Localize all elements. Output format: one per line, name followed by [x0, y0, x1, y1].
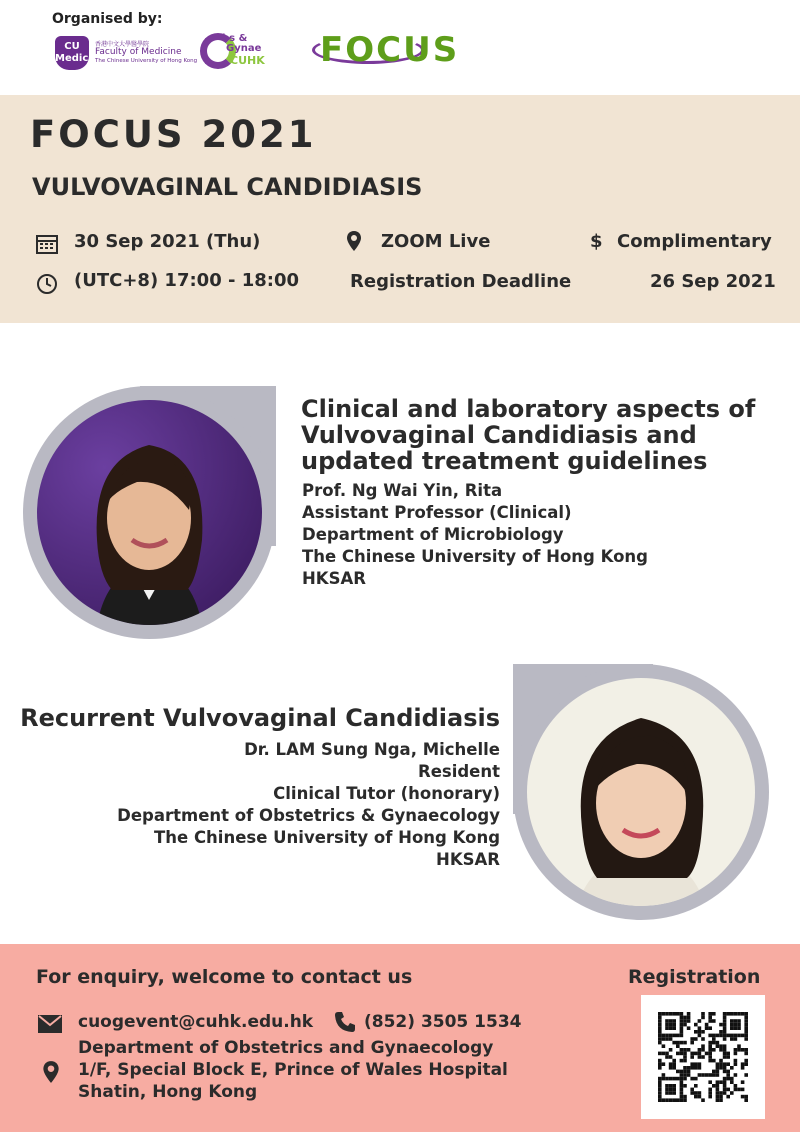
speaker-1-bio-line: The Chinese University of Hong Kong [302, 547, 648, 566]
enquiry-heading: For enquiry, welcome to contact us [36, 966, 413, 988]
speaker-1-bio-line: Department of Microbiology [302, 525, 564, 544]
speaker-1-name: Prof. Ng Wai Yin, Rita [302, 481, 503, 500]
focus-logo-text: FOCUS [320, 30, 460, 70]
clock-icon [36, 273, 58, 295]
event-date: 30 Sep 2021 (Thu) [74, 231, 261, 252]
obs-gynae-cuhk-logo [200, 30, 280, 70]
focus-logo [312, 26, 460, 74]
event-venue: ZOOM Live [381, 231, 491, 252]
dollar-icon: $ [590, 231, 603, 252]
speaker-2-bio-line: Department of Obstetrics & Gynaecology [117, 806, 500, 825]
contact-email[interactable]: cuogevent@cuhk.edu.hk [78, 1012, 314, 1032]
cu-medicine-logo [55, 36, 198, 70]
location-pin-icon [42, 1060, 60, 1084]
organisers-header [0, 0, 800, 95]
cu-university-name: The Chinese University of Hong Kong [95, 58, 198, 64]
cu-faculty-name: Faculty of Medicine [95, 47, 182, 57]
speaker-2-talk-title-line: Recurrent Vulvovaginal Candidiasis [20, 704, 500, 732]
speaker-2-bio [0, 739, 500, 871]
speaker-1-bio-line: HKSAR [302, 569, 366, 588]
event-fee: Complimentary [617, 231, 772, 252]
speaker-2-name: Dr. LAM Sung Nga, Michelle [244, 740, 500, 759]
speaker-1-photo [37, 400, 262, 625]
contact-address [78, 1037, 508, 1103]
phone-icon [334, 1011, 356, 1033]
event-time: (UTC+8) 17:00 - 18:00 [74, 270, 300, 291]
address-line: Shatin, Hong Kong [78, 1082, 258, 1102]
speaker-2-bio-line: Resident [417, 762, 500, 781]
contact-footer [0, 944, 800, 1132]
obs-logo-bottom: CUHK [230, 54, 265, 67]
address-line: Department of Obstetrics and Gynaecology [78, 1038, 494, 1058]
speaker-2-photo [527, 678, 755, 906]
speaker-1-talk-title-line: Vulvovaginal Candidiasis and [301, 421, 697, 449]
calendar-icon [36, 234, 58, 254]
speaker-1-talk-title-line: Clinical and laboratory aspects of [301, 395, 756, 423]
speaker-1-bio [302, 480, 648, 590]
registration-deadline-date: 26 Sep 2021 [650, 271, 776, 292]
registration-label: Registration [628, 966, 761, 988]
obs-logo-middle: Gynae [226, 43, 262, 54]
speaker-2-bio-line: HKSAR [436, 850, 500, 869]
speaker-2-talk-title [0, 704, 500, 732]
qr-code-icon [641, 995, 765, 1119]
cu-chinese-name: 香港中文大學醫學院 [95, 41, 150, 48]
event-info-band [0, 95, 800, 323]
obs-logo-top: bs & [222, 33, 248, 44]
location-pin-icon [346, 230, 362, 252]
address-line: 1/F, Special Block E, Prince of Wales Hospital [78, 1060, 508, 1080]
speaker-1-talk-title [301, 396, 781, 474]
cu-shield-icon: CU Medicine [55, 36, 89, 70]
organised-by-label: Organised by: [52, 11, 163, 27]
speaker-2-bio-line: Clinical Tutor (honorary) [273, 784, 500, 803]
speaker-1-talk-title-line: updated treatment guidelines [301, 447, 708, 475]
contact-phone[interactable]: (852) 3505 1534 [364, 1012, 522, 1032]
speaker-1-bio-line: Assistant Professor (Clinical) [302, 503, 572, 522]
event-title: FOCUS 2021 [30, 113, 317, 156]
registration-deadline-label: Registration Deadline [350, 271, 572, 292]
speaker-2-bio-line: The Chinese University of Hong Kong [154, 828, 500, 847]
registration-qr-code[interactable] [641, 995, 765, 1119]
event-subtitle: VULVOVAGINAL CANDIDIASIS [32, 173, 423, 201]
mail-icon [38, 1015, 62, 1033]
